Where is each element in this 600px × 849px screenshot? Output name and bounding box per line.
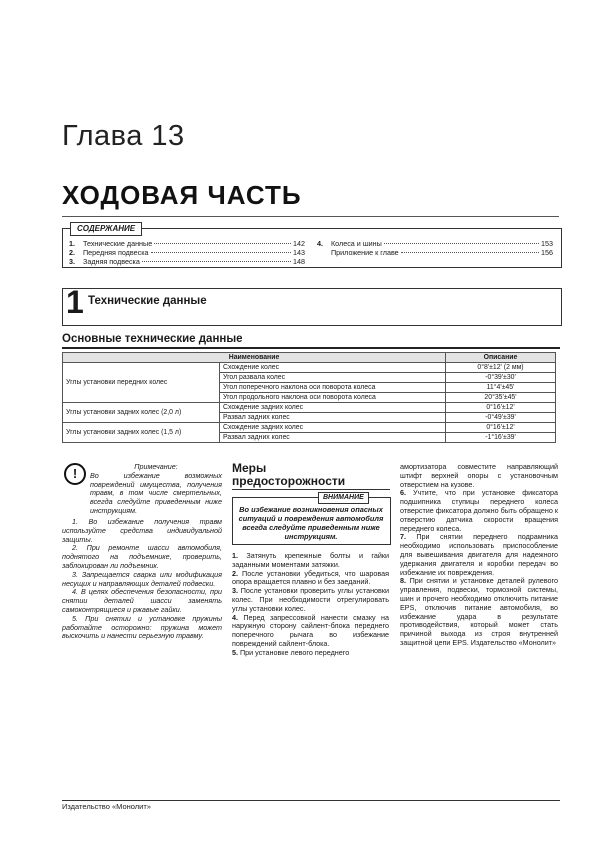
list-item-number: 6. [400,488,406,498]
table-cell: 0°8'±12' (2 мм) [446,363,556,373]
table-cell: Развал задних колес [220,433,446,443]
toc-item-label: Технические данные [83,239,153,248]
list-item [232,570,389,588]
toc-item[interactable] [317,248,553,257]
continued-text: амортизатора совместите направляющий штифт верхней опоры с установочным отверстием на кузове. [400,462,558,489]
subsection-title: Основные технические данные [62,333,243,345]
list-item-text: После установки убедиться, что шаровая опора вращается плавно и без заеданий. [232,568,390,587]
table-row [63,363,556,373]
warning-label: ВНИМАНИЕ [318,492,369,504]
table-header: Описание [446,353,556,363]
toc-item[interactable] [69,248,305,257]
list-item-number: 7. [400,532,406,542]
list-item-text: Учтите, что при установке фиксатора подшипника ступицы переднего колеса отверстие фиксатора должно быть обращено к отверстию датчика скорости вращения переднего колеса. [400,488,559,533]
table-row [63,423,556,433]
list-item-number: 1. [232,551,238,560]
table-cell: 20°35'±45' [446,393,556,403]
table-group-cell: Углы установки задних колес (2,0 л) [63,403,220,423]
section-frame [62,288,562,326]
warning-icon: ! [64,463,86,485]
table-cell: Развал задних колес [220,413,446,423]
toc-item-label: Задняя подвеска [83,257,140,266]
toc-item-number: 4. [317,239,323,248]
toc-item[interactable] [317,239,553,248]
list-item-number: 8. [400,576,406,586]
toc-left-column [69,239,305,266]
toc-leader [154,243,291,244]
table-cell: -0°49'±39' [446,413,556,423]
toc-leader [384,243,539,244]
footer-divider [62,800,560,801]
column-three [400,463,558,648]
toc-item[interactable] [69,257,305,266]
toc-item-label: Передняя подвеска [83,248,149,257]
list-item [232,614,389,649]
table-cell: Схождение задних колес [220,423,446,433]
list-item-text: Затянуть крепежные болты и гайки заданными моментами затяжки. [232,551,390,569]
list-item-text: При снятии переднего подрамника необходимо использовать приспособление для вывешивания двигателя для надежного удержания двигателя и коробки передач во избежание их повреждения. [400,532,558,577]
list-item [400,533,558,577]
toc-leader [151,252,292,253]
page-title: ХОДОВАЯ ЧАСТЬ [62,180,302,210]
note-item: 4. В целях обеспечения безопасности, при снятии деталей шасси заменять самоконтрящиеся и ржавые гайки. [62,587,222,614]
toc-leader [142,261,291,262]
precautions-title-line: предосторожности [232,474,346,488]
list-item-number: 2. [232,568,238,578]
toc-item-label: Колеса и шины [331,239,382,248]
note-intro [90,463,222,516]
list-item-text: После установки проверить углы установки колес. При необходимости отрегулировать углы установки колес. [232,586,390,613]
toc-item-number: 1. [69,239,75,248]
table-cell: -0°39'±30' [446,373,556,383]
section-number: 1 [66,284,84,320]
list-item-number: 4. [232,612,238,622]
list-item [400,577,558,647]
table-group-cell: Углы установки передних колес [63,363,220,403]
toc-right-column [317,239,553,257]
warning-text: Во избежание возникновения опасных ситуаций и повреждения автомобиля всегда следуйте приведенным ниже инструкциям. [238,505,384,541]
list-item-number: 5. [232,647,238,657]
table-cell: 0°16'±12' [446,403,556,413]
list-item [232,552,389,570]
toc-item-page: 156 [541,248,553,257]
table-cell: Угол развала колес [220,373,446,383]
precautions-title-line: Меры [232,461,267,475]
table-cell: Схождение задних колес [220,403,446,413]
title-divider [62,216,559,217]
table-cell: Угол продольного наклона оси поворота колеса [220,393,446,403]
chapter-label: Глава 13 [62,120,185,152]
table-header-row [63,353,556,363]
table-cell: Схождение колес [220,363,446,373]
toc-item-number: 2. [69,248,75,257]
list-item [232,587,389,613]
list-item [400,489,558,533]
toc-item-label: Приложение к главе [331,248,399,257]
list-item-text: При снятии и установке деталей рулевого управления, подвески, тормозной системы, шин и прочего необходимо отключить питание EPS, отключив питание автомобиля, во избежание удара в результате противодействия, который может стать причиной выхода из строя внутренней защитной цепи EPS. Издательство «Монолит» [400,576,559,647]
note-intro-text: Во избежание возможных повреждений имущества, получения травм, в том числе смертельных, всегда следуйте приведенным ниже инструкциям. [90,470,222,515]
precautions-title [232,462,345,488]
toc-item-page: 143 [293,248,305,257]
footer-publisher: Издательство «Монолит» [62,802,151,811]
table-header: Наименование [63,353,446,363]
table-cell: Угол поперечного наклона оси поворота колеса [220,383,446,393]
note-item: 2. При ремонте шасси автомобиля, поднятого на подъемнике, проверить, заблокирован ли подъемник. [62,543,222,570]
toc-item-page: 142 [293,239,305,248]
subsection-divider [62,347,560,349]
note-items [62,518,222,641]
table-cell: -1°16'±39' [446,433,556,443]
note-item: 3. Запрещается сварка или модификация несущих и направляющих деталей подвески. [62,569,222,588]
precautions-divider [232,489,390,490]
toc-item[interactable] [69,239,305,248]
table-cell: 0°16'±12' [446,423,556,433]
note-item: 1. Во избежание получения травм используйте средства индивидуальной защиты. [62,517,222,544]
toc-item-page: 148 [293,257,305,266]
list-item-text: Перед запрессовкой нанести смазку на наружную сторону сайлент-блока переднего поперечного рычага во избежание повреждений сайлент-блока. [232,612,389,648]
section-title: Технические данные [88,295,207,307]
list-item-number: 3. [232,586,238,596]
note-item: 5. При снятии и установке пружины работайте осторожно: пружина может выскочить и нанести серьезную травму. [62,613,222,641]
spec-table [62,352,556,443]
table-row [63,403,556,413]
table-cell: 11°4'±45' [446,383,556,393]
toc-leader [401,252,539,253]
note-intro-label: Примечание: [134,462,178,471]
list-item [232,649,389,658]
precautions-list [232,552,389,658]
toc-heading: СОДЕРЖАНИЕ [70,222,142,236]
toc-item-page: 153 [541,239,553,248]
table-group-cell: Углы установки задних колес (1,5 л) [63,423,220,443]
list-item-text: При установке левого переднего [240,647,350,657]
toc-item-number: 3. [69,257,75,266]
